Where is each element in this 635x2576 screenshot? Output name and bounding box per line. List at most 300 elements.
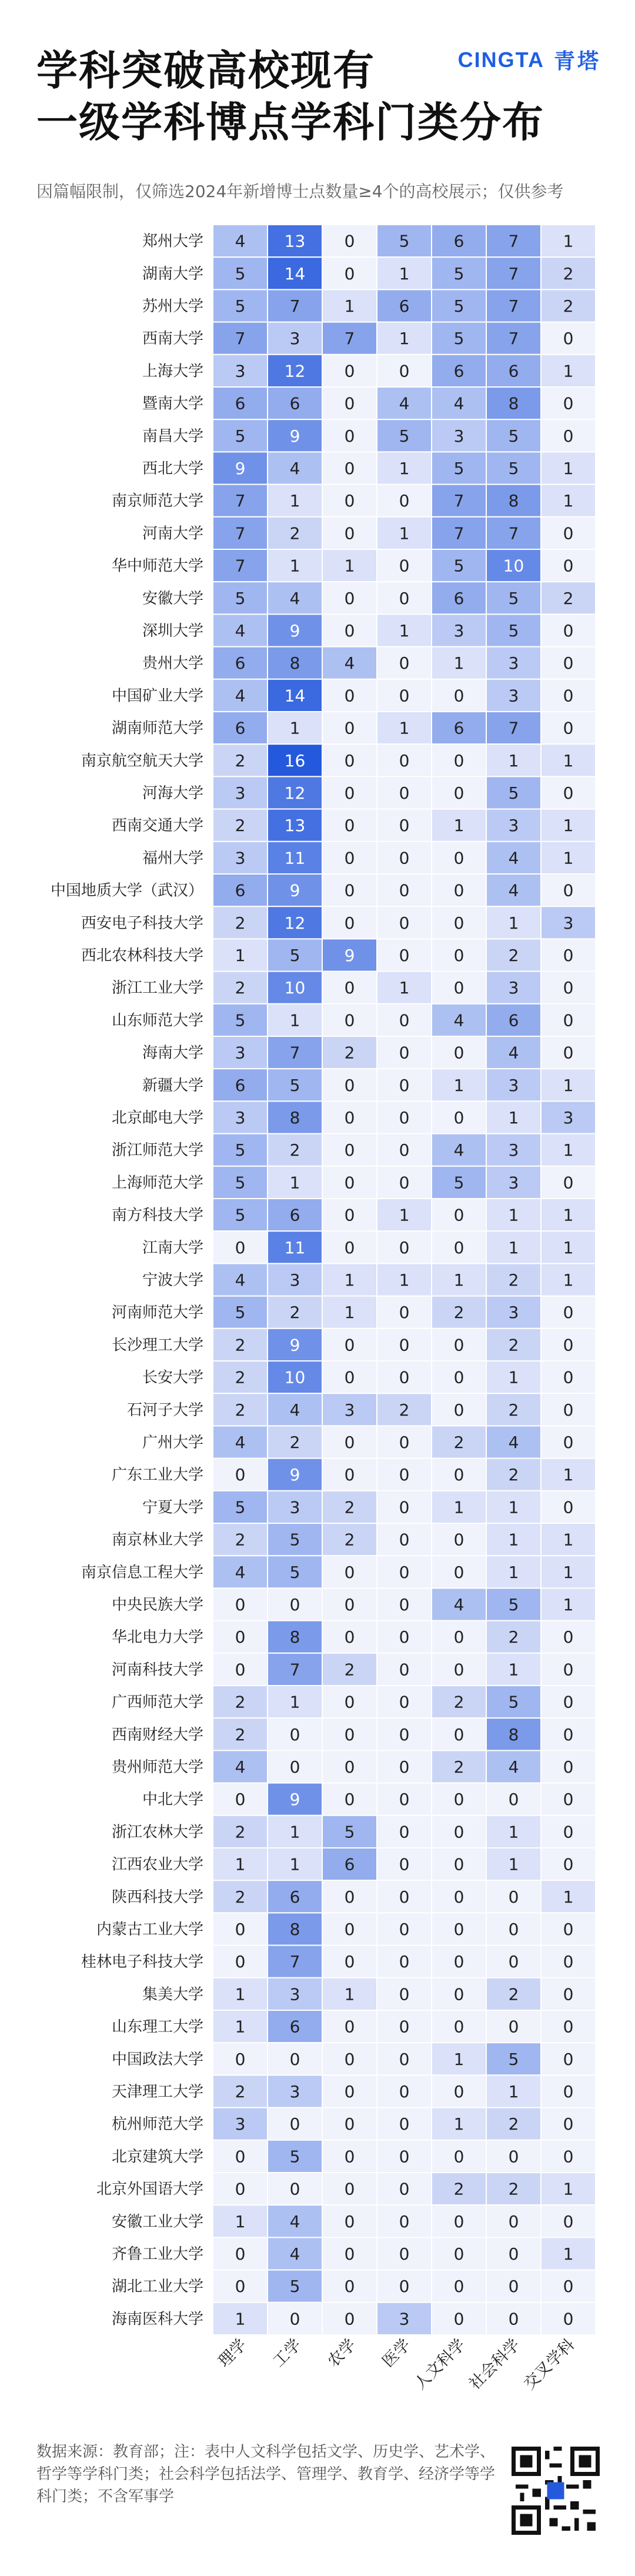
cell-value: 6: [453, 718, 464, 738]
column-label: 工学: [269, 2335, 305, 2371]
cell-value: 2: [453, 1433, 464, 1452]
cell-value: 0: [344, 1724, 355, 1744]
cell-value: 0: [344, 1595, 355, 1614]
cell-value: 1: [563, 2244, 574, 2264]
cell-value: 0: [563, 1335, 574, 1355]
cell-value: 7: [508, 231, 519, 251]
cell-value: 0: [399, 1952, 410, 1972]
cell-value: 5: [289, 1530, 300, 1550]
cell-value: 1: [563, 1595, 574, 1614]
cell-value: 6: [399, 296, 410, 316]
cell-value: 0: [399, 913, 410, 933]
cell-value: 1: [399, 459, 410, 478]
cell-value: 0: [563, 523, 574, 543]
cell-value: 2: [235, 1724, 246, 1744]
cell-value: 7: [508, 329, 519, 349]
cell-value: 1: [563, 1562, 574, 1582]
cell-value: 0: [563, 426, 574, 446]
cell-value: 0: [344, 2309, 355, 2329]
row-label: 浙江师范大学: [111, 1142, 203, 1160]
cell-value: 2: [563, 263, 574, 283]
cell-value: 6: [289, 2017, 300, 2037]
cell-value: 6: [235, 1075, 246, 1095]
row-label: 浙江农林大学: [111, 1823, 203, 1841]
row-label: 福州大学: [142, 849, 203, 867]
cell-value: 0: [399, 2211, 410, 2231]
row-label: 贵州师范大学: [111, 1759, 203, 1776]
row-label: 北京建筑大学: [111, 2148, 203, 2166]
cell-value: 3: [289, 1984, 300, 2004]
cell-value: 1: [289, 1854, 300, 1874]
cell-value: 6: [453, 361, 464, 381]
row-label: 暨南大学: [142, 395, 203, 413]
cell-value: 0: [563, 621, 574, 640]
cell-value: 14: [284, 263, 306, 283]
cell-value: 0: [453, 978, 464, 998]
cell-value: 6: [235, 653, 246, 673]
cell-value: 5: [235, 1303, 246, 1323]
cell-value: 1: [508, 1562, 519, 1582]
cell-value: 4: [235, 1757, 246, 1777]
cell-value: 0: [399, 1530, 410, 1550]
cell-value: 1: [399, 329, 410, 349]
row-label: 苏州大学: [142, 298, 203, 315]
cell-value: 5: [289, 1075, 300, 1095]
cell-value: 6: [289, 1205, 300, 1225]
cell-value: 0: [399, 783, 410, 803]
cell-value: 2: [453, 2179, 464, 2199]
cell-value: 1: [453, 2049, 464, 2069]
cell-value: 3: [508, 653, 519, 673]
cell-value: 4: [453, 1595, 464, 1614]
cell-value: 5: [235, 588, 246, 608]
cell-value: 0: [344, 913, 355, 933]
cell-value: 0: [563, 1724, 574, 1744]
row-label: 中北大学: [142, 1791, 203, 1809]
cell-value: 11: [284, 848, 306, 868]
cell-value: 0: [453, 1952, 464, 1972]
row-label: 华北电力大学: [111, 1629, 203, 1647]
cell-value: 0: [563, 393, 574, 413]
cell-value: 3: [453, 426, 464, 446]
cell-value: 1: [289, 491, 300, 511]
cell-value: 0: [235, 1790, 246, 1810]
cell-value: 7: [508, 523, 519, 543]
cell-value: 9: [289, 1465, 300, 1485]
cell-value: 1: [508, 1822, 519, 1842]
cell-value: 0: [399, 1335, 410, 1355]
row-label: 广东工业大学: [111, 1466, 203, 1484]
cell-value: 2: [508, 1335, 519, 1355]
cell-value: 0: [453, 2082, 464, 2101]
cell-value: 0: [344, 588, 355, 608]
cell-value: 1: [508, 1108, 519, 1127]
cell-value: 4: [235, 686, 246, 706]
cell-value: 0: [563, 2211, 574, 2231]
cell-value: 0: [399, 750, 410, 770]
cell-value: 4: [399, 393, 410, 413]
cell-value: 8: [289, 653, 300, 673]
column-label: 医学: [379, 2335, 415, 2371]
cell-value: 2: [235, 1530, 246, 1550]
cell-value: 1: [563, 1075, 574, 1095]
cell-value: 8: [508, 491, 519, 511]
cell-value: 1: [453, 1497, 464, 1517]
cell-value: 0: [453, 1920, 464, 1939]
cell-value: 0: [399, 1367, 410, 1387]
cell-value: 0: [344, 2244, 355, 2264]
cell-value: 0: [399, 1433, 410, 1452]
cell-value: 0: [563, 1497, 574, 1517]
cell-value: 0: [344, 2017, 355, 2037]
cell-value: 0: [344, 880, 355, 900]
row-label: 北京邮电大学: [111, 1109, 203, 1127]
row-label: 河海大学: [142, 785, 203, 802]
row-label: 石河子大学: [126, 1401, 203, 1419]
cell-value: 0: [399, 2082, 410, 2101]
row-label: 杭州师范大学: [111, 2115, 203, 2134]
row-label: 浙江工业大学: [111, 979, 203, 997]
cell-value: 3: [235, 848, 246, 868]
cell-value: 6: [508, 1010, 519, 1030]
row-label: 南京航空航天大学: [81, 752, 203, 770]
row-label: 齐鲁工业大学: [111, 2245, 203, 2263]
cell-value: 0: [563, 556, 574, 576]
cell-value: 8: [289, 1920, 300, 1939]
cell-value: 1: [453, 1075, 464, 1095]
column-label: 社会科学: [466, 2335, 524, 2394]
cell-value: 3: [235, 1043, 246, 1063]
cell-value: 2: [344, 1043, 355, 1063]
cell-value: 0: [563, 1367, 574, 1387]
cell-value: 1: [563, 1237, 574, 1257]
cell-value: 0: [344, 1075, 355, 1095]
cell-value: 5: [453, 556, 464, 576]
cell-value: 0: [344, 1952, 355, 1972]
row-label: 湖南大学: [142, 265, 203, 283]
cell-value: 0: [399, 1562, 410, 1582]
cell-value: 0: [453, 2277, 464, 2297]
cell-value: 4: [289, 459, 300, 478]
cell-value: 1: [508, 913, 519, 933]
cell-value: 0: [344, 263, 355, 283]
cell-value: 3: [289, 329, 300, 349]
brand-name-en: CINGTA: [457, 47, 544, 72]
cell-value: 2: [235, 1822, 246, 1842]
cell-value: 3: [453, 621, 464, 640]
cell-value: 1: [235, 2309, 246, 2329]
cell-value: 5: [235, 1497, 246, 1517]
cell-value: 2: [289, 1303, 300, 1323]
cell-value: 2: [289, 1433, 300, 1452]
cell-value: 1: [344, 296, 355, 316]
cell-value: 2: [453, 1757, 464, 1777]
cell-value: 2: [235, 1692, 246, 1712]
row-label: 上海大学: [142, 362, 203, 381]
cell-value: 9: [344, 946, 355, 965]
cell-value: 0: [344, 523, 355, 543]
row-label: 海南大学: [142, 1044, 203, 1062]
cell-value: 1: [289, 1010, 300, 1030]
cell-value: 1: [563, 231, 574, 251]
cell-value: 0: [289, 2179, 300, 2199]
cell-value: 0: [344, 978, 355, 998]
cell-value: 0: [289, 2049, 300, 2069]
cell-value: 0: [399, 1822, 410, 1842]
cell-value: 12: [284, 913, 306, 933]
row-label: 贵州大学: [142, 655, 203, 673]
cell-value: 7: [235, 329, 246, 349]
cell-value: 5: [453, 263, 464, 283]
cell-value: 4: [235, 1270, 246, 1290]
cell-value: 0: [453, 1335, 464, 1355]
cell-value: 1: [563, 1465, 574, 1485]
cell-value: 7: [453, 523, 464, 543]
cell-value: 0: [563, 718, 574, 738]
cell-value: 0: [399, 1757, 410, 1777]
cell-value: 0: [453, 1724, 464, 1744]
cell-value: 0: [344, 2082, 355, 2101]
cell-value: 0: [563, 686, 574, 706]
cell-value: 4: [235, 1433, 246, 1452]
cell-value: 6: [289, 1887, 300, 1907]
cell-value: 0: [399, 556, 410, 576]
cell-value: 2: [508, 1465, 519, 1485]
cell-value: 0: [399, 1920, 410, 1939]
cell-value: 10: [284, 1367, 306, 1387]
cell-value: 0: [344, 1335, 355, 1355]
cell-value: 0: [399, 1660, 410, 1680]
cell-value: 0: [453, 1887, 464, 1907]
cell-value: 5: [235, 1010, 246, 1030]
cell-value: 1: [344, 1303, 355, 1323]
cell-value: 12: [284, 783, 306, 803]
cell-value: 4: [235, 621, 246, 640]
cell-value: 0: [289, 2114, 300, 2134]
cell-value: 0: [453, 880, 464, 900]
cell-value: 0: [344, 393, 355, 413]
cell-value: 0: [399, 1724, 410, 1744]
cell-value: 0: [453, 1108, 464, 1127]
cell-value: 4: [508, 1757, 519, 1777]
cell-value: 1: [289, 1692, 300, 1712]
cell-value: 9: [289, 1790, 300, 1810]
cell-value: 1: [235, 2211, 246, 2231]
cell-value: 9: [235, 459, 246, 478]
cell-value: 0: [399, 2017, 410, 2037]
cell-value: 1: [399, 621, 410, 640]
cell-value: 2: [344, 1530, 355, 1550]
cell-value: 6: [289, 393, 300, 413]
cell-value: 0: [453, 2147, 464, 2167]
cell-value: 0: [399, 946, 410, 965]
row-label: 江南大学: [142, 1239, 203, 1257]
cell-value: 0: [508, 2244, 519, 2264]
row-label: 湖南师范大学: [111, 719, 203, 738]
cell-value: 0: [344, 2114, 355, 2134]
page-title-line-2: 一级学科博点学科门类分布: [36, 98, 544, 146]
cell-value: 0: [399, 1140, 410, 1160]
cell-value: 2: [289, 523, 300, 543]
row-label: 新疆大学: [142, 1076, 203, 1095]
cell-value: 0: [399, 1692, 410, 1712]
cell-value: 1: [563, 1270, 574, 1290]
cell-value: 7: [344, 329, 355, 349]
cell-value: 1: [508, 1854, 519, 1874]
cell-value: 0: [344, 1562, 355, 1582]
cell-value: 1: [235, 946, 246, 965]
cell-value: 2: [508, 1400, 519, 1420]
cell-value: 3: [235, 1108, 246, 1127]
chart-subtitle: 因篇幅限制，仅筛选2024年新增博士点数量≥4个的高校展示；仅供参考: [36, 182, 564, 201]
cell-value: 0: [563, 1920, 574, 1939]
cell-value: 4: [453, 1140, 464, 1160]
row-label: 河南大学: [142, 525, 203, 543]
cell-value: 0: [453, 1822, 464, 1842]
cell-value: 0: [235, 2049, 246, 2069]
cell-value: 0: [399, 2114, 410, 2134]
row-label: 中国政法大学: [111, 2050, 203, 2068]
cell-value: 0: [235, 2179, 246, 2199]
cell-value: 7: [289, 1952, 300, 1972]
cell-value: 0: [399, 2179, 410, 2199]
cell-value: 1: [508, 1237, 519, 1257]
cell-value: 3: [399, 2309, 410, 2329]
qr-code-icon: [512, 2447, 600, 2535]
cell-value: 0: [399, 1595, 410, 1614]
cell-value: 0: [453, 1562, 464, 1582]
cell-value: 0: [289, 1595, 300, 1614]
cell-value: 4: [508, 880, 519, 900]
cell-value: 1: [344, 1270, 355, 1290]
cell-value: 5: [399, 231, 410, 251]
cell-value: 1: [508, 1660, 519, 1680]
cell-value: 8: [508, 1724, 519, 1744]
cell-value: 0: [344, 1173, 355, 1193]
cell-value: 0: [344, 361, 355, 381]
row-label: 宁波大学: [142, 1272, 203, 1289]
cell-value: 5: [289, 2277, 300, 2297]
cell-value: 0: [344, 1367, 355, 1387]
cell-value: 0: [563, 1433, 574, 1452]
cell-value: 1: [453, 653, 464, 673]
cell-value: 6: [453, 588, 464, 608]
cell-value: 0: [399, 588, 410, 608]
cell-value: 2: [508, 946, 519, 965]
cell-value: 0: [508, 1790, 519, 1810]
cell-value: 0: [235, 1920, 246, 1939]
cell-value: 3: [508, 1140, 519, 1160]
cell-value: 7: [508, 263, 519, 283]
cell-value: 7: [289, 296, 300, 316]
cell-value: 0: [235, 1660, 246, 1680]
cell-value: 2: [235, 1335, 246, 1355]
row-label: 南京师范大学: [111, 492, 203, 510]
row-label: 河南科技大学: [111, 1661, 203, 1679]
cell-value: 5: [289, 1562, 300, 1582]
cell-value: 5: [235, 263, 246, 283]
row-label: 陕西科技大学: [111, 1888, 203, 1906]
row-label: 安徽大学: [142, 589, 203, 608]
cell-value: 8: [289, 1108, 300, 1127]
cell-value: 0: [235, 1595, 246, 1614]
cell-value: 1: [563, 1205, 574, 1225]
cell-value: 7: [235, 523, 246, 543]
cell-value: 0: [344, 783, 355, 803]
cell-value: 1: [508, 2082, 519, 2101]
cell-value: 0: [344, 686, 355, 706]
cell-value: 1: [344, 556, 355, 576]
cell-value: 0: [344, 1205, 355, 1225]
cell-value: 5: [508, 1692, 519, 1712]
cell-value: 2: [453, 1303, 464, 1323]
cell-value: 0: [563, 1043, 574, 1063]
row-label: 广西师范大学: [111, 1693, 203, 1711]
cell-value: 10: [503, 556, 524, 576]
cell-value: 3: [508, 1173, 519, 1193]
cell-value: 7: [453, 491, 464, 511]
cell-value: 0: [453, 1205, 464, 1225]
cell-value: 0: [344, 491, 355, 511]
cell-value: 4: [235, 231, 246, 251]
row-label: 南京林业大学: [111, 1531, 203, 1549]
cell-value: 0: [235, 2147, 246, 2167]
cell-value: 0: [399, 1854, 410, 1874]
cell-value: 8: [289, 1627, 300, 1647]
row-label: 西南交通大学: [111, 817, 203, 835]
cell-value: 0: [563, 2049, 574, 2069]
cell-value: 2: [453, 1692, 464, 1712]
cell-value: 5: [508, 426, 519, 446]
cell-value: 0: [453, 750, 464, 770]
cell-value: 0: [399, 1887, 410, 1907]
cell-value: 0: [563, 1303, 574, 1323]
column-label: 农学: [324, 2335, 360, 2371]
cell-value: 1: [235, 2017, 246, 2037]
row-label: 宁夏大学: [142, 1499, 203, 1517]
cell-value: 6: [235, 718, 246, 738]
cell-value: 8: [508, 393, 519, 413]
cell-value: 0: [508, 1887, 519, 1907]
cell-value: 3: [235, 783, 246, 803]
row-label: 天津理工大学: [111, 2083, 203, 2101]
row-label: 南京信息工程大学: [81, 1563, 203, 1581]
cell-value: 0: [453, 1367, 464, 1387]
row-label: 南昌大学: [142, 427, 203, 445]
cell-value: 9: [289, 880, 300, 900]
cell-value: 6: [344, 1854, 355, 1874]
cell-value: 0: [563, 2017, 574, 2037]
cell-value: 0: [453, 2244, 464, 2264]
cell-value: 2: [289, 1140, 300, 1160]
cell-value: 0: [563, 2114, 574, 2134]
cell-value: 13: [284, 231, 306, 251]
cell-value: 2: [563, 588, 574, 608]
row-label: 湖北工业大学: [111, 2278, 203, 2296]
cell-value: 0: [344, 621, 355, 640]
cell-value: 0: [399, 1010, 410, 1030]
cell-value: 2: [508, 2179, 519, 2199]
cell-value: 3: [235, 361, 246, 381]
cell-value: 5: [235, 426, 246, 446]
cell-value: 3: [235, 2114, 246, 2134]
cell-value: 0: [399, 1043, 410, 1063]
cell-value: 1: [563, 459, 574, 478]
cell-value: 0: [344, 1140, 355, 1160]
cell-value: 0: [235, 2277, 246, 2297]
cell-value: 3: [508, 978, 519, 998]
column-label: 人文科学: [411, 2335, 469, 2394]
